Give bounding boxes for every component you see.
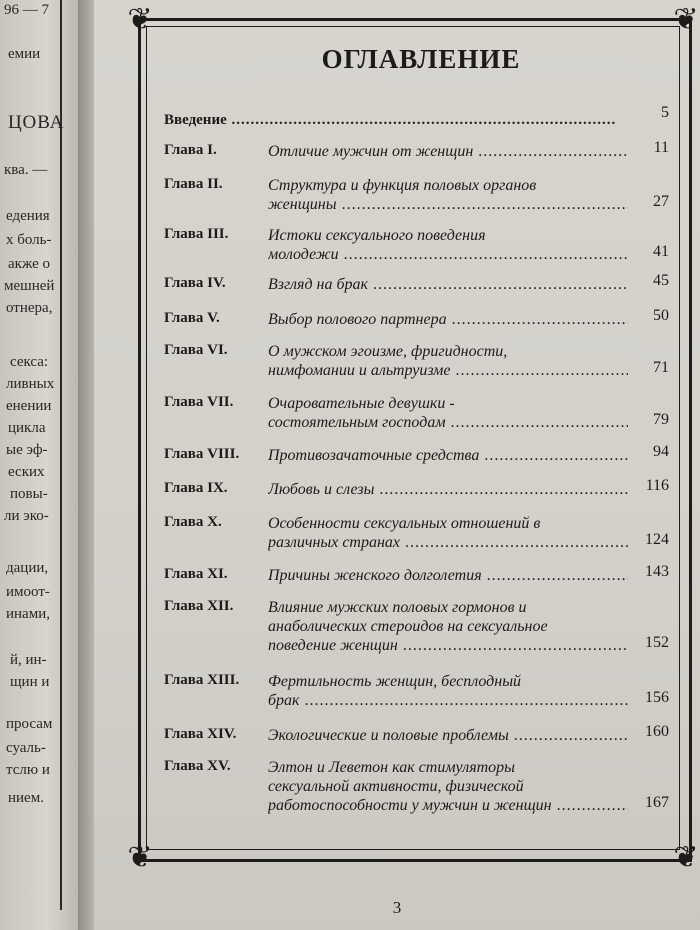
chapter-label: Глава XIII. — [164, 672, 240, 688]
previous-page-text-fragment: еских — [8, 464, 45, 480]
chapter-title-line: Выбор полового партнера ..... — [268, 310, 628, 329]
fleur-ornament-icon: ❦ — [673, 3, 699, 36]
previous-page-text-fragment: х боль- — [6, 232, 52, 248]
previous-page-text-fragment: инами, — [6, 606, 50, 622]
chapter-title — [268, 310, 628, 329]
chapter-title — [268, 446, 628, 465]
previous-page-strip — [0, 0, 78, 930]
previous-page-text-fragment: просам — [6, 716, 53, 732]
previous-page-text-fragment: акже о — [8, 256, 51, 272]
chapter-label: Глава I. — [164, 142, 217, 158]
chapter-title-line: Особенности сексуальных отношений в — [268, 515, 541, 532]
chapter-title-line: молодежи ..... — [268, 245, 628, 264]
chapter-label: Глава V. — [164, 310, 220, 326]
previous-page-text-fragment: ЦОВА — [8, 112, 65, 133]
fleur-ornament-icon: ❦ — [673, 841, 699, 874]
chapter-title-line: Причины женского долголетия ..... — [268, 566, 628, 585]
chapter-page-number: 50 — [653, 307, 669, 324]
chapter-title-line: О мужском эгоизме, фригидности, — [268, 343, 508, 360]
previous-page-text-fragment: ли эко- — [4, 508, 49, 524]
previous-page-text-fragment: ливных — [6, 376, 55, 392]
toc-page — [94, 0, 700, 930]
chapter-page-number: 167 — [645, 794, 669, 811]
fleur-ornament-icon: ❦ — [127, 841, 153, 874]
chapter-title — [268, 480, 628, 499]
chapter-title-line: анаболических стероидов на сексуальное — [268, 618, 548, 635]
chapter-title — [268, 142, 628, 161]
chapter-page-number: 71 — [653, 359, 669, 376]
previous-page-text-fragment: ые эф- — [6, 442, 48, 458]
chapter-page-number: 160 — [645, 723, 669, 740]
chapter-title-line: поведение женщин ..... — [268, 636, 628, 655]
toc-entry-page: 5 — [661, 104, 669, 121]
chapter-label: Глава IV. — [164, 275, 226, 291]
chapter-title-line: Влияние мужских половых гормонов и — [268, 599, 527, 616]
previous-page-text-fragment: 96 — 7 — [4, 2, 49, 18]
previous-page-text-fragment: й, ин- — [10, 652, 47, 668]
previous-page-text-fragment: имоот- — [6, 584, 50, 600]
previous-page-frame-border — [60, 0, 62, 910]
chapter-title-line: Экологические и половые проблемы ..... — [268, 726, 628, 745]
chapter-title — [268, 394, 628, 432]
chapter-label: Глава XI. — [164, 566, 228, 582]
toc-title: ОГЛАВЛЕНИЕ — [321, 44, 521, 74]
previous-page-text-fragment: щин и — [10, 674, 50, 690]
previous-page-text-fragment: едения — [6, 208, 50, 224]
chapter-title — [268, 566, 628, 585]
previous-page-text-fragment: мешней — [4, 278, 55, 294]
previous-page-text-fragment: отнера, — [6, 300, 53, 316]
previous-page-text-fragment: секса: — [10, 354, 49, 370]
chapter-title — [268, 598, 628, 655]
book-gutter — [78, 0, 94, 930]
previous-page-text-fragment: енении — [6, 398, 52, 414]
chapter-title-line: работоспособности у мужчин и женщин ..... — [268, 796, 628, 815]
page-number: 3 — [392, 898, 402, 917]
chapter-title-line: Истоки сексуального поведения — [268, 227, 486, 244]
chapter-title — [268, 672, 628, 710]
chapter-title-line: Взгляд на брак ..... — [268, 275, 628, 294]
chapter-title-line: Очаровательные девушки - — [268, 395, 455, 412]
previous-page-text-fragment: нием. — [8, 790, 44, 806]
chapter-label: Глава X. — [164, 514, 222, 530]
chapter-label: Глава XII. — [164, 598, 234, 614]
chapter-title-line: сексуальной активности, физической — [268, 778, 524, 795]
chapter-page-number: 45 — [653, 272, 669, 289]
chapter-title-line: женщины ..... — [268, 195, 628, 214]
chapter-title — [268, 342, 628, 380]
chapter-title-line: различных странах ..... — [268, 533, 628, 552]
previous-page-text-fragment: суаль- — [6, 740, 46, 756]
chapter-page-number: 143 — [645, 563, 669, 580]
previous-page-text-fragment: дации, — [6, 560, 49, 576]
chapter-page-number: 124 — [645, 531, 669, 548]
chapter-page-number: 11 — [653, 139, 669, 156]
previous-page-text-fragment: емии — [8, 46, 41, 62]
previous-page-text-fragment: ква. — — [4, 162, 48, 178]
previous-page-text-fragment: цикла — [8, 420, 46, 436]
fleur-ornament-icon: ❦ — [127, 3, 153, 36]
chapter-title-line: Любовь и слезы ..... — [268, 480, 628, 499]
chapter-label: Глава XV. — [164, 758, 231, 774]
chapter-title-line: Элтон и Леветон как стимуляторы — [268, 759, 516, 776]
chapter-page-number: 156 — [645, 689, 669, 706]
chapter-title-line: состоятельным господам ..... — [268, 413, 628, 432]
chapter-title — [268, 726, 628, 745]
chapter-title — [268, 226, 628, 264]
chapter-page-number: 94 — [653, 443, 669, 460]
chapter-title-line: нимфомании и альтруизме ..... — [268, 361, 628, 380]
chapter-label: Глава II. — [164, 176, 223, 192]
chapter-title — [268, 758, 628, 815]
previous-page-text-fragment: повы- — [10, 486, 48, 502]
chapter-title-line: Фертильность женщин, бесплодный — [268, 673, 522, 690]
chapter-title-line: Противозачаточные средства ..... — [268, 446, 628, 465]
chapter-page-number: 27 — [653, 193, 669, 210]
chapter-label: Глава III. — [164, 226, 229, 242]
chapter-title-line: Отличие мужчин от женщин ..... — [268, 142, 628, 161]
chapter-label: Глава VIII. — [164, 446, 240, 462]
chapter-title — [268, 514, 628, 552]
previous-page-text-fragment: тслю и — [6, 762, 50, 778]
chapter-page-number: 116 — [645, 477, 669, 494]
chapter-label: Глава IX. — [164, 480, 228, 496]
chapter-page-number: 152 — [645, 634, 669, 651]
chapter-page-number: 79 — [653, 411, 669, 428]
chapter-title-line: Структура и функция половых органов — [268, 177, 537, 194]
chapter-title — [268, 275, 628, 294]
chapter-title-line: брак ..... — [268, 691, 628, 710]
toc-entry-label: Введение ..... — [164, 112, 616, 129]
chapter-page-number: 41 — [653, 243, 669, 260]
chapter-label: Глава VI. — [164, 342, 228, 358]
chapter-label: Глава XIV. — [164, 726, 237, 742]
chapter-title — [268, 176, 628, 214]
chapter-label: Глава VII. — [164, 394, 234, 410]
